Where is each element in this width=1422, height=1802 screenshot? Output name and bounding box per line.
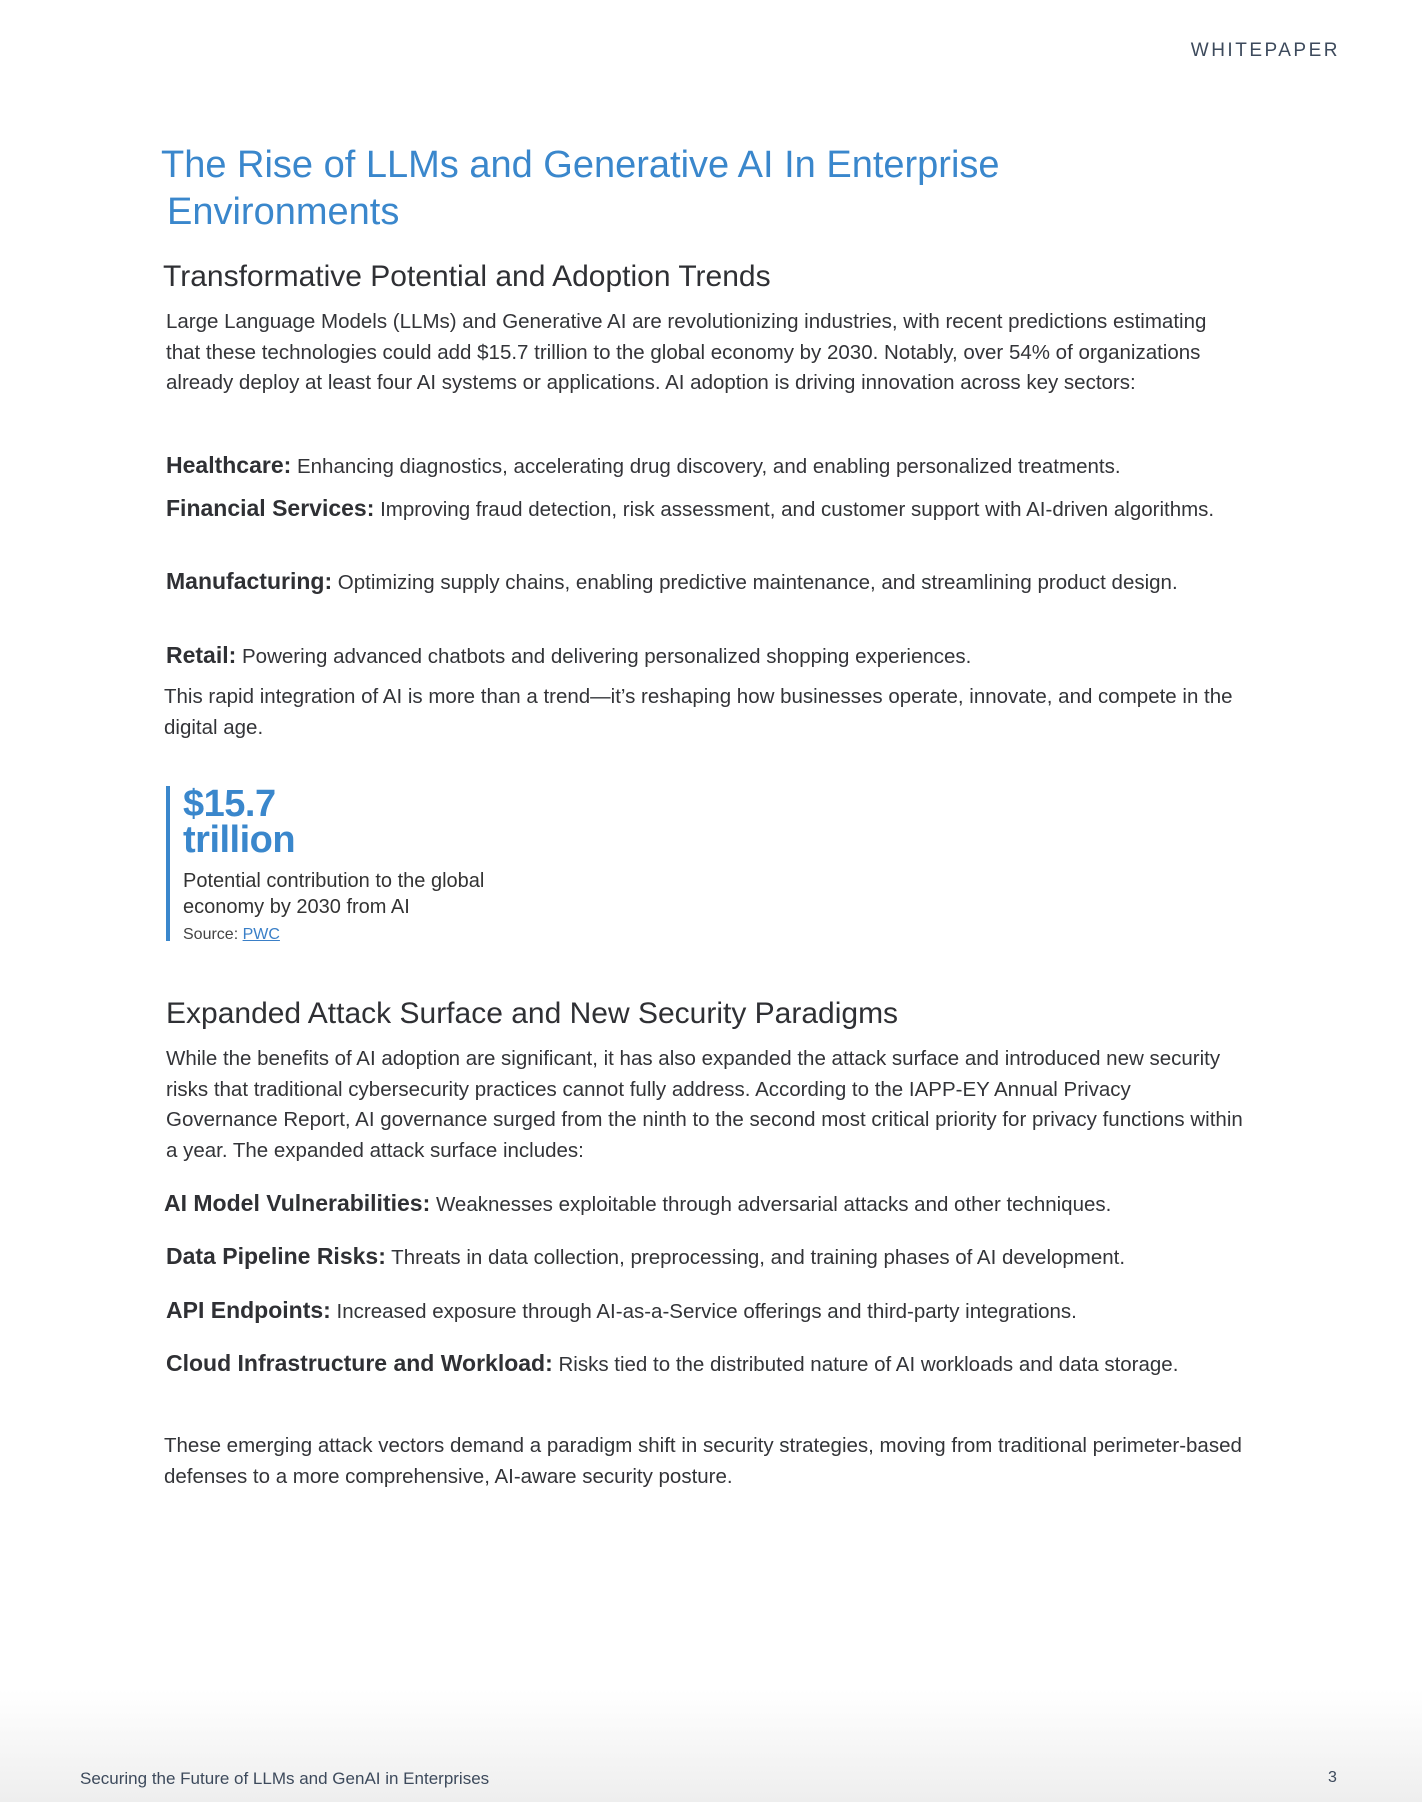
section-heading-attack-surface: Expanded Attack Surface and New Security Paradigms bbox=[166, 997, 899, 1030]
sector-term: Financial Services: bbox=[166, 495, 375, 521]
sector-item-healthcare bbox=[166, 450, 1246, 483]
risk-term: Data Pipeline Risks: bbox=[166, 1243, 386, 1269]
risk-item-api-endpoints bbox=[166, 1295, 1246, 1328]
footer-title: Securing the Future of LLMs and GenAI in Enterprises bbox=[80, 1769, 490, 1788]
page-title-line1: The Rise of LLMs and Generative AI In Enterprise bbox=[161, 144, 1000, 186]
source-link-pwc[interactable]: PWC bbox=[242, 926, 280, 943]
risk-text: Weaknesses exploitable through adversarial attacks and other techniques. bbox=[430, 1193, 1112, 1216]
sector-item-retail bbox=[166, 640, 1246, 673]
stat-description: Potential contribution to the global economy by 2030 from AI bbox=[183, 870, 485, 918]
risk-term: Cloud Infrastructure and Workload: bbox=[166, 1350, 553, 1376]
section2-intro: While the benefits of AI adoption are significant, it has also expanded the attack surface and introduced new security risks that traditional cybersecurity practices cannot fully address. According to the IAPP-EY Annual Privacy Governance Report, AI governance surged from the ninth to the second most critical priority for privacy functions within a year. The expanded attack surface includes: bbox=[166, 1047, 1243, 1162]
risk-text: Threats in data collection, preprocessing, and training phases of AI development. bbox=[385, 1246, 1126, 1269]
stat-source bbox=[183, 926, 523, 944]
sector-term: Healthcare: bbox=[166, 452, 292, 478]
page-number: 3 bbox=[1328, 1769, 1337, 1786]
risk-text: Risks tied to the distributed nature of AI workloads and data storage. bbox=[552, 1353, 1179, 1376]
section2-closing: These emerging attack vectors demand a paradigm shift in security strategies, moving from traditional perimeter-based defenses to a more comprehensive, AI-aware security posture. bbox=[164, 1434, 1242, 1488]
page-title-line2: Environments bbox=[167, 191, 400, 233]
page-title bbox=[161, 142, 1161, 236]
source-label: Source: bbox=[183, 926, 239, 943]
section1-closing: This rapid integration of AI is more than a trend—it’s reshaping how businesses operate, innovate, and compete in the digital age. bbox=[164, 685, 1233, 739]
risk-item-cloud bbox=[166, 1348, 1246, 1381]
sector-term: Manufacturing: bbox=[166, 568, 333, 594]
sector-item-financial bbox=[166, 493, 1246, 526]
sector-item-manufacturing bbox=[166, 566, 1246, 599]
section-heading-adoption: Transformative Potential and Adoption Trends bbox=[163, 260, 771, 293]
risk-item-ai-model bbox=[164, 1188, 1244, 1221]
sector-text: Enhancing diagnostics, accelerating drug discovery, and enabling personalized treatments. bbox=[291, 455, 1121, 478]
risk-text: Increased exposure through AI-as-a-Service offerings and third-party integrations. bbox=[330, 1300, 1077, 1323]
stat-callout bbox=[166, 783, 523, 943]
sector-text: Optimizing supply chains, enabling predictive maintenance, and streamlining product design. bbox=[332, 571, 1178, 594]
sector-term: Retail: bbox=[166, 642, 237, 668]
risk-term: AI Model Vulnerabilities: bbox=[164, 1190, 431, 1216]
document-type-label: WHITEPAPER bbox=[1190, 40, 1340, 61]
risk-term: API Endpoints: bbox=[166, 1297, 331, 1323]
section1-intro: Large Language Models (LLMs) and Generative AI are revolutionizing industries, with recent predictions estimating that these technologies could add $15.7 trillion to the global economy by 2030. Notably, over 54% of organizations already deploy at least four AI systems or applications. AI adoption is driving innovation across key sectors: bbox=[166, 310, 1207, 394]
stat-value-line1: $15.7 bbox=[183, 783, 276, 825]
stat-value-line2: trillion bbox=[183, 819, 296, 861]
sector-text: Improving fraud detection, risk assessment, and customer support with AI-driven algorithms. bbox=[374, 498, 1215, 521]
sector-text: Powering advanced chatbots and delivering personalized shopping experiences. bbox=[236, 645, 972, 668]
risk-item-data-pipeline bbox=[166, 1241, 1246, 1274]
